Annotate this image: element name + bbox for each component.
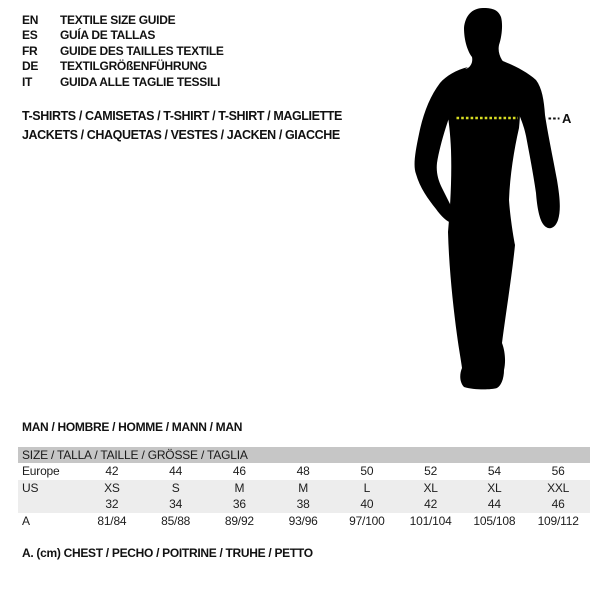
language-row-fr [22,44,224,59]
man-silhouette-figure [405,5,575,395]
language-label: GUIDE DES TAILLES TEXTILE [60,43,224,58]
language-code: DE [22,59,39,74]
category-jackets: JACKETS / CHAQUETAS / VESTES / JACKEN / GIACCHE [22,128,340,143]
size-table-header: SIZE / TALLA / TAILLE / GRÖSSE / TAGLIA [18,447,590,463]
table-row-us [18,480,590,497]
table-row-chest-a [18,513,590,530]
size-cell: 44 [169,464,183,479]
row-label: Europe [22,464,60,479]
language-label: TEXTILGRÖßENFÜHRUNG [60,59,207,74]
size-cell: 32 [105,497,119,512]
language-label: GUIDA ALLE TAGLIE TESSILI [60,74,221,89]
size-cell: 81/84 [97,513,127,528]
size-cell: S [171,480,180,495]
size-cell: 50 [360,464,374,479]
size-cell: 40 [360,497,374,512]
size-cell: 42 [105,464,119,479]
table-row-numeric [18,496,590,513]
measurement-label-a: A [562,111,572,126]
chest-measure-footnote: A. (cm) CHEST / PECHO / POITRINE / TRUHE / PETTO [22,546,313,560]
size-cell: 38 [296,497,310,512]
row-label: US [22,480,39,495]
size-cell: 109/112 [537,513,579,528]
size-cell: L [363,480,371,495]
size-cell: 42 [424,497,438,512]
language-code: IT [22,74,33,89]
size-cell: 97/100 [349,513,385,528]
size-cell: 89/92 [224,513,254,528]
size-cell: XS [104,480,120,495]
section-title-man: MAN / HOMBRE / HOMME / MANN / MAN [22,420,243,434]
language-row-en [22,13,224,28]
language-row-it [22,75,224,90]
language-code: FR [22,43,38,58]
category-tshirts: T-SHIRTS / CAMISETAS / T-SHIRT / T-SHIRT / MAGLIETTE [22,109,342,123]
language-row-de [22,59,224,74]
size-table [18,447,590,529]
size-cell: 85/88 [161,513,191,528]
size-cell: M [234,480,245,495]
size-cell: 48 [296,464,310,479]
size-cell: 105/108 [473,513,516,528]
size-cell: 46 [551,497,565,512]
size-cell: 93/96 [288,513,318,528]
size-cell: XL [487,480,502,495]
size-cell: XL [423,480,438,495]
size-cell: 54 [487,464,501,479]
language-row-es [22,28,224,43]
size-cell: 46 [232,464,246,479]
size-cell: 44 [487,497,501,512]
size-cell: 56 [551,464,565,479]
row-label: A [22,513,30,528]
size-cell: 101/104 [409,513,452,528]
size-cell: 52 [424,464,438,479]
garment-category-list [22,107,342,145]
size-cell: XXL [547,480,570,495]
language-list [22,13,224,90]
table-row-europe [18,463,590,480]
language-code: EN [22,13,39,27]
size-cell: M [298,480,309,495]
language-code: ES [22,28,38,43]
size-cell: 34 [169,497,183,512]
language-label: GUÍA DE TALLAS [60,28,156,43]
size-cell: 36 [232,497,246,512]
language-label: TEXTILE SIZE GUIDE [60,13,176,27]
